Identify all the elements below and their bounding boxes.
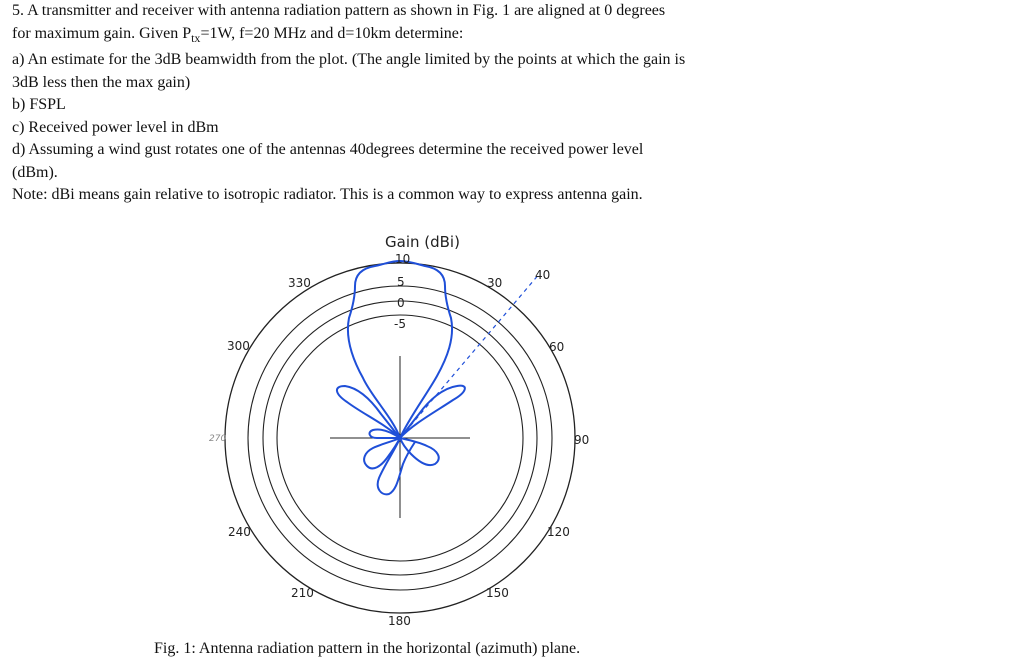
- angle-label-120: 120: [547, 525, 570, 539]
- problem-text: [12, 0, 1012, 207]
- gain-axis-title: Gain (dBi): [385, 233, 460, 251]
- back-lobe: [378, 438, 415, 494]
- figure-caption: Fig. 1: Antenna radiation pattern in the horizontal (azimuth) plane.: [154, 640, 581, 657]
- angle-label-60: 60: [549, 340, 565, 354]
- question-a-line-2: 3dB less then the max gain): [12, 73, 191, 91]
- question-a-line-1: a) An estimate for the 3dB beamwidth from the plot. (The angle limited by the points at which the gain is: [12, 51, 686, 69]
- polar-plot-figure: [195, 228, 615, 638]
- side-lobe-lower-left: [364, 438, 400, 468]
- question-d-line-1: d) Assuming a wind gust rotates one of the antennas 40degrees determine the received power level: [12, 141, 644, 159]
- radial-label-5: 5: [397, 275, 405, 289]
- side-lobe-left: [337, 386, 400, 438]
- radial-label-10: 10: [395, 252, 411, 266]
- question-b: b) FSPL: [12, 96, 66, 114]
- angle-label-270: 270: [209, 434, 227, 444]
- ptx-subscript: tx: [191, 30, 201, 45]
- question-c: c) Received power level in dBm: [12, 118, 219, 136]
- angle-label-30: 30: [487, 276, 503, 290]
- side-lobe-lower-right: [400, 438, 439, 465]
- radial-label-minus5: -5: [394, 317, 406, 331]
- problem-line-2: [12, 23, 1012, 50]
- angle-label-40: 40: [535, 268, 551, 282]
- angle-label-90: 90: [574, 433, 590, 447]
- given-values: =1W, f=20 MHz and d=10km determine:: [200, 24, 464, 42]
- side-lobe-right: [400, 386, 465, 438]
- radial-label-0: 0: [397, 296, 405, 310]
- rotation-40deg-line: [400, 273, 540, 438]
- angle-label-210: 210: [291, 586, 314, 600]
- angle-label-330: 330: [288, 276, 311, 290]
- given-text: for maximum gain. Given P: [12, 24, 192, 42]
- note: Note: dBi means gain relative to isotropic radiator. This is a common way to express antenna gain.: [12, 186, 643, 204]
- angle-label-300: 300: [227, 339, 250, 353]
- problem-line-1: 5. A transmitter and receiver with antenna radiation pattern as shown in Fig. 1 are aligned at 0 degrees: [12, 2, 666, 19]
- angle-label-180: 180: [388, 614, 411, 628]
- question-d-line-2: (dBm).: [12, 163, 58, 181]
- polar-plot: [195, 228, 615, 638]
- angle-label-240: 240: [228, 525, 251, 539]
- angle-label-150: 150: [486, 586, 509, 600]
